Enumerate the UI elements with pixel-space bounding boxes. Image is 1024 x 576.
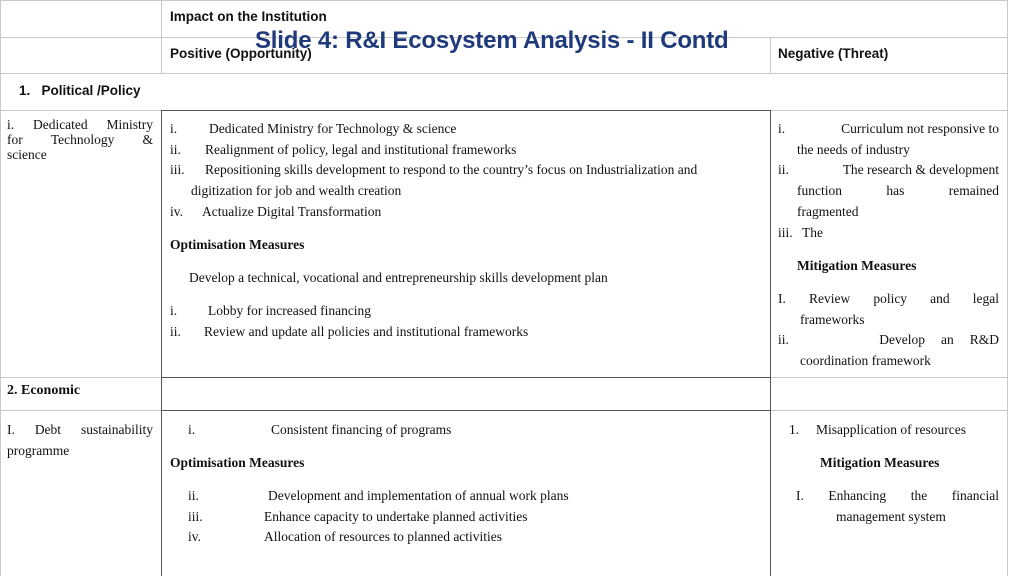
political-left-w5: & [142, 132, 153, 147]
economic-mitigation-list [796, 486, 999, 527]
section2-top-border-left [0, 377, 161, 378]
list-item-continued: digitization for job and wealth creation [191, 183, 402, 199]
list-num: ii. [778, 162, 789, 178]
list-num: iii. [778, 224, 793, 240]
political-measures-list [170, 301, 764, 342]
list-num: I. [778, 291, 786, 306]
economic-optimisation-title: Optimisation Measures [170, 455, 305, 470]
list-item [188, 527, 764, 548]
political-left-item [7, 117, 153, 162]
list-item [778, 330, 999, 351]
section2-divider-mid [161, 410, 770, 411]
list-item [170, 140, 764, 161]
column-divider-2a [770, 37, 771, 73]
column-divider-1b [161, 110, 162, 576]
list-text: Repositioning skills development to respond to the country’s focus on Industrialization and [205, 162, 698, 178]
list-num: i. [188, 422, 196, 437]
list-item [188, 507, 764, 528]
list-num: iii. [170, 162, 185, 178]
list-text: The research & development [842, 162, 999, 178]
list-item [170, 301, 764, 322]
list-item-continued: frameworks [800, 311, 865, 327]
positive-header: Positive (Opportunity) [170, 46, 312, 61]
optimisation-measures-intro: Develop a technical, vocational and entrepreneurship skills development plan [189, 270, 608, 285]
economic-left-w3: programme [7, 442, 70, 458]
list-word: remained [948, 183, 999, 199]
list-item-continued [778, 181, 999, 202]
list-item [170, 202, 764, 223]
list-num: i. [170, 121, 178, 136]
list-text: Development and implementation of annual work plans [268, 488, 569, 503]
list-word: the [910, 488, 928, 503]
list-item [778, 223, 999, 244]
list-word: an [940, 332, 954, 348]
political-left-w3: for [7, 132, 23, 147]
section2-divider-left [0, 410, 161, 411]
political-left-w6: science [7, 147, 47, 162]
section-political-label [19, 83, 141, 98]
list-word: policy [873, 291, 908, 306]
header-bottom-border [0, 73, 1008, 74]
section1-positive-top-border [161, 110, 770, 111]
list-item [778, 119, 999, 140]
list-num: 1. [789, 422, 800, 437]
list-num: iv. [170, 203, 183, 219]
list-item-continued: the needs of industry [797, 141, 910, 157]
list-item [170, 119, 764, 140]
table-top-border [0, 0, 1008, 1]
list-item [796, 486, 999, 507]
list-word: Develop [879, 332, 925, 348]
table-left-border [0, 0, 1, 576]
economic-left-num: I. [7, 422, 15, 437]
mitigation-measures-title: Mitigation Measures [797, 258, 917, 273]
list-text: The [802, 224, 823, 240]
political-left-w1: Dedicated [32, 117, 88, 132]
economic-negative-first [789, 420, 966, 441]
list-item-continued: coordination framework [800, 353, 931, 369]
section2-top-border-right [770, 377, 1008, 378]
list-item [170, 322, 764, 343]
list-word: function [797, 183, 842, 199]
section2-divider-right [770, 410, 1008, 411]
list-word: has [886, 183, 905, 199]
political-negative-cell [778, 119, 999, 243]
list-item [778, 289, 999, 310]
list-word: financial [951, 488, 999, 503]
list-text: Dedicated Ministry for Technology & science [209, 121, 457, 136]
list-item-continued: fragmented [797, 203, 859, 219]
column-divider-1a [161, 0, 162, 73]
economic-mitigation-title: Mitigation Measures [820, 455, 940, 470]
negative-header: Negative (Threat) [778, 46, 889, 61]
list-word: and [930, 291, 950, 306]
list-word: Enhancing [828, 488, 887, 503]
list-item [170, 160, 764, 181]
list-num: ii. [778, 332, 789, 348]
section-political-number: 1. [19, 83, 31, 98]
section2-top-border-mid [161, 377, 770, 378]
list-item [188, 486, 764, 507]
list-num: ii. [170, 323, 181, 339]
section1-divider [0, 110, 161, 111]
list-num: i. [778, 121, 786, 136]
list-text: Allocation of resources to planned activities [264, 529, 503, 545]
section-economic-label: 2. Economic [7, 383, 81, 398]
list-text: Realignment of policy, legal and institutional frameworks [205, 141, 517, 157]
list-text: Review and update all policies and institutional frameworks [204, 323, 529, 339]
list-num: ii. [170, 141, 181, 157]
political-left-num: i. [7, 117, 15, 132]
list-text: Consistent financing of programs [271, 422, 452, 437]
list-num: i. [170, 303, 178, 318]
optimisation-measures-title: Optimisation Measures [170, 237, 305, 252]
list-text: Misapplication of resources [816, 422, 966, 437]
economic-positive-first [188, 420, 451, 441]
list-num: ii. [188, 488, 199, 503]
column-divider-2b [770, 110, 771, 576]
impact-header: Impact on the Institution [170, 9, 327, 24]
list-item-continued: management system [836, 508, 946, 524]
list-word: Review [808, 291, 851, 306]
table-right-border [1007, 0, 1008, 576]
list-text: Lobby for increased financing [208, 303, 372, 318]
list-num: iii. [188, 508, 203, 524]
political-left-w4: Technology [50, 132, 115, 147]
economic-left-w2: sustainability [81, 422, 153, 437]
political-mitigation-list [778, 289, 999, 372]
economic-measures-list [188, 486, 764, 548]
list-num: I. [796, 488, 804, 503]
political-positive-cell [170, 119, 764, 223]
list-word: R&D [969, 332, 999, 348]
slide-title: Slide 4: R&I Ecosystem Analysis - II Contd [255, 27, 729, 54]
list-item [778, 160, 999, 181]
list-text: Curriculum not responsive to [841, 121, 999, 136]
list-text: Actualize Digital Transformation [202, 203, 382, 219]
list-num: iv. [188, 529, 201, 545]
section1-negative-top-border [770, 110, 1008, 111]
list-word: legal [972, 291, 999, 306]
list-text: Enhance capacity to undertake planned activities [264, 508, 528, 524]
political-left-w2: Ministry [106, 117, 153, 132]
economic-left-item [7, 420, 153, 461]
economic-left-w1: Debt [34, 422, 62, 437]
section-political-title: Political /Policy [41, 83, 141, 98]
